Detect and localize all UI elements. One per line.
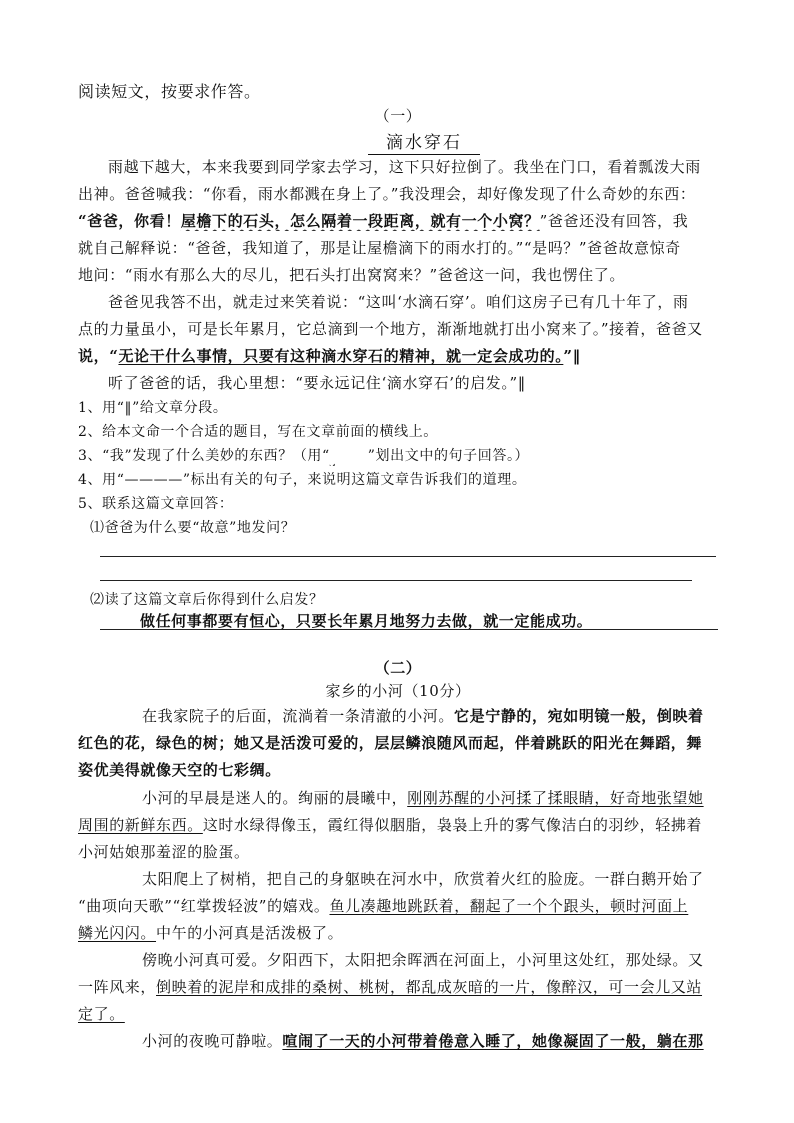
question-1: 1、用“‖”给文章分段。 xyxy=(78,400,228,416)
question-5-2: ⑵读了这篇文章后你得到什么启发？ xyxy=(90,592,324,608)
s2-d-line1: 傍晚小河真可爱。夕阳西下，太阳把余晖洒在河面上，小河里这处红，那处绿。又 xyxy=(142,951,704,969)
section1-title: 滴水穿石 xyxy=(368,132,480,155)
s2-b-line1 xyxy=(142,788,718,808)
s2-a-line3: 姿优美得就像天空的七彩绸。 xyxy=(78,761,281,779)
s1-p2-line3-c: ”‖ xyxy=(563,347,581,365)
s2-d-line2 xyxy=(78,977,718,997)
answer-line-5-2[interactable] xyxy=(100,629,718,630)
s2-b-line1-a: 小河的早晨是迷人的。绚丽的晨曦中， xyxy=(142,789,408,807)
s2-c-line3-b: 中午的小河真是活泼极了。 xyxy=(156,924,344,942)
section2-title: 家乡的小河（10分） xyxy=(325,682,471,700)
question-2: 2、给本文命一个合适的题目，写在文章前面的横线上。 xyxy=(78,424,438,440)
s2-b-line2-a: 周围的新鲜东西。 xyxy=(78,816,203,834)
s1-p1-line1: 雨越下越大，本来我要到同学家去学习，这下只好拉倒了。我坐在门口，看着瓢泼大雨 xyxy=(108,158,701,176)
s1-p1-line5: 地问：“雨水有那么大的尽儿，把石头打出窝窝来？”爸爸这一问，我也愣住了。 xyxy=(78,266,625,284)
s2-c-line3 xyxy=(78,923,718,943)
s2-b-line3: 小河姑娘那羞涩的脸蛋。 xyxy=(78,843,250,861)
question-4: 4、用“————”标出有关的句子，来说明这篇文章告诉我们的道理。 xyxy=(78,472,527,488)
s1-p1-line4: 就自己解释说：“爸爸，我知道了，那是让屋檐滴下的雨水打的。”“是吗？”爸爸故意惊奇 xyxy=(78,239,681,257)
question-3-b: ”划出文中的句子回答。） xyxy=(367,448,530,464)
s2-e-line1-a: 小河的夜晚可静啦。 xyxy=(142,1032,283,1050)
s1-p3-line1: 听了爸爸的话，我心里想：“要永远记住‘滴水穿石’的启发。”‖ xyxy=(108,374,526,392)
s2-d-line3 xyxy=(78,1004,718,1024)
s1-p2-line1: 爸爸见我答不出，就走过来笑着说：“这叫‘水滴石穿’。咱们这房子已有几十年了，雨 xyxy=(108,293,689,311)
s2-b-line2 xyxy=(78,815,718,835)
s2-c-line3-a: 鳞光闪闪。 xyxy=(78,924,157,942)
s1-p2-line3 xyxy=(78,346,718,366)
s2-d-line2-a: 一阵风来， xyxy=(78,978,157,996)
s1-moral-sentence: 无论干什么事情，只要有这种滴水穿石的精神，就一定会成功的。 xyxy=(118,347,564,365)
question-3-a: 3、“我”发现了什么美妙的东西？（用“ xyxy=(78,448,330,464)
s2-a-line1-b: 它是宁静的，宛如明镜一般，倒映着 xyxy=(454,707,704,725)
s1-p2-line2: 点的力量虽小，可是长年累月，它总滴到一个地方，渐渐地就打出小窝来了。”接着，爸爸又 xyxy=(78,320,703,338)
s2-b-line1-b: 刚刚苏醒的小河揉了揉眼睛，好奇地张望她 xyxy=(407,789,704,807)
s2-d-line3-a: 定了。 xyxy=(78,1005,125,1023)
instruction: 阅读短文，按要求作答。 xyxy=(78,82,261,101)
s2-a-line1-a: 在我家院子的后面，流淌着一条清澈的小河。 xyxy=(142,707,455,725)
s2-a-line2: 红色的花，绿色的树；她又是活泼可爱的，层层鳞浪随风而起，伴着跳跃的阳光在舞蹈，舞 xyxy=(78,734,703,752)
answer-line-5-1b[interactable] xyxy=(100,580,692,581)
s2-b-line2-b: 这时水绿得像玉，霞红得似胭脂，袅袅上升的雾气像洁白的羽纱，轻拂着 xyxy=(202,816,703,834)
section1-number: （一） xyxy=(374,107,422,125)
answer-line-5-1a[interactable] xyxy=(100,556,716,557)
s1-p1-line2: 出神。爸爸喊我：“你看，雨水都溅在身上了。”我没理会，却好像发现了什么奇妙的东西： xyxy=(78,185,696,203)
question-5-1: ⑴爸爸为什么要“故意”地发问？ xyxy=(90,520,296,536)
s2-a-line1 xyxy=(142,706,718,726)
question-5: 5、联系这篇文章回答： xyxy=(78,496,234,512)
s1-p1-line3-a: “爸爸，你看！ xyxy=(78,212,181,230)
s1-p1-line3 xyxy=(78,211,718,231)
answer-5-2: 做任何事都要有恒心，只要长年累月地努力去做，就一定能成功。 xyxy=(140,612,593,630)
wavy-line-sample xyxy=(330,446,368,466)
s2-c-line2-b: 鱼儿凑趣地跳跃着，翻起了一个个跟头，顿时河面上 xyxy=(329,897,689,915)
s2-c-line1: 太阳爬上了树梢，把自己的身躯映在河水中，欣赏着火红的脸庞。一群白鹅开始了 xyxy=(142,870,704,888)
section2-number: （二） xyxy=(374,659,422,677)
s1-p1-line3-c: ”爸爸还没有回答，我 xyxy=(539,212,689,230)
s2-e-line1 xyxy=(142,1031,718,1051)
s2-d-line2-b: 倒映着的泥岸和成排的桑树、桃树，都乱成灰暗的一片，像醉汉，可一会儿又站 xyxy=(156,978,703,996)
s2-c-line2 xyxy=(78,896,718,916)
question-3 xyxy=(78,446,718,466)
s1-highlight-sentence: 屋檐下的石头，怎么隔着一段距离，就有一个小窝？ xyxy=(180,212,540,230)
s2-c-line2-a: “曲项向天歌”“红掌拨轻波”的嬉戏。 xyxy=(78,897,330,915)
s1-p2-line3-a: 说，“ xyxy=(78,347,119,365)
s2-e-line1-b: 喧闹了一天的小河带着倦意入睡了，她像凝固了一般，躺在那 xyxy=(282,1032,704,1050)
